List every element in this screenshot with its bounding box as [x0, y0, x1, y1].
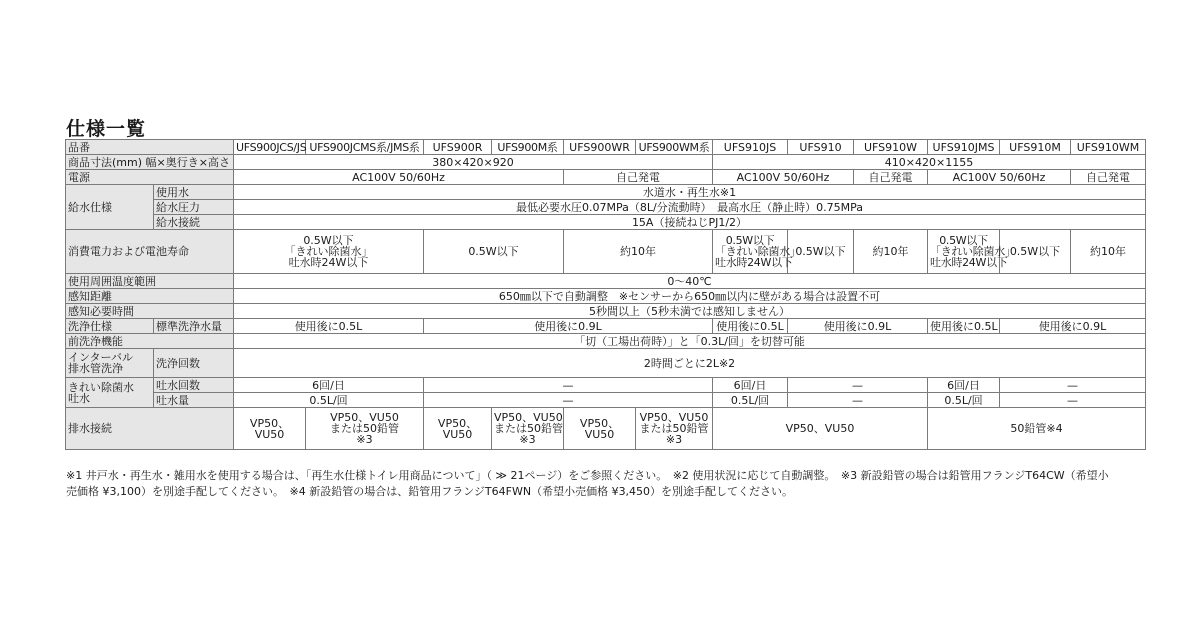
table-row	[66, 289, 1146, 304]
value-cell: AC100V 50/60Hz	[713, 170, 854, 185]
line: インターバル	[68, 351, 134, 364]
table-row	[66, 170, 1146, 185]
row-sublabel: 洗浄回数	[154, 349, 234, 378]
value-cell: 0.5L/回	[928, 393, 1000, 408]
value-cell	[306, 408, 424, 450]
table-row	[66, 408, 1146, 450]
row-label	[66, 378, 154, 408]
value-cell: 使用後に0.9L	[424, 319, 713, 334]
value-cell	[492, 408, 564, 450]
value-cell: 0.5W以下	[1000, 230, 1071, 274]
row-sublabel: 給水接続	[154, 215, 234, 230]
table-row	[66, 334, 1146, 349]
value-cell	[713, 230, 801, 274]
line: 0.5W以下	[939, 234, 988, 247]
value-cell: 水道水・再生水※1	[234, 185, 1146, 200]
value-cell: 自己発電	[854, 170, 928, 185]
spec-table	[65, 139, 1146, 450]
value-cell: —	[1000, 393, 1146, 408]
model-cell: UFS900JCMS系/JMS系	[306, 140, 424, 155]
value-cell: AC100V 50/60Hz	[234, 170, 564, 185]
value-cell: 50鉛管※4	[928, 408, 1146, 450]
value-cell: 使用後に0.5L	[234, 319, 424, 334]
line: VU50	[442, 427, 473, 441]
value-cell: 0.5L/回	[713, 393, 788, 408]
value-cell: 0～40℃	[234, 274, 1146, 289]
row-label: 電源	[66, 170, 234, 185]
row-sublabel: 標準洗浄水量	[154, 319, 234, 334]
value-cell: —	[424, 393, 713, 408]
row-sublabel: 使用水	[154, 185, 234, 200]
value-cell: 6回/日	[928, 378, 1000, 393]
row-label: 前洗浄機能	[66, 334, 234, 349]
value-cell: 使用後に0.9L	[788, 319, 928, 334]
value-cell: 0.5W以下	[788, 230, 854, 274]
value-cell: 使用後に0.5L	[928, 319, 1000, 334]
value-cell: 使用後に0.5L	[713, 319, 788, 334]
value-cell: 使用後に0.9L	[1000, 319, 1146, 334]
line: 排水管洗浄	[68, 362, 123, 375]
table-row	[66, 230, 1146, 274]
table-row	[66, 304, 1146, 319]
footnotes	[66, 468, 1141, 500]
model-cell: UFS900JCS/JS	[234, 140, 306, 155]
value-cell: —	[1000, 378, 1146, 393]
value-cell	[636, 408, 713, 450]
row-sublabel: 吐水量	[154, 393, 234, 408]
line: 吐水時24W以下	[930, 256, 1008, 269]
value-cell: 650㎜以下で自動調整 ※センサーから650㎜以内に壁がある場合は設置不可	[234, 289, 1146, 304]
model-cell: UFS900M系	[492, 140, 564, 155]
value-cell: 5秒間以上（5秒未満では感知しません）	[234, 304, 1146, 319]
value-cell: 410×420×1155	[713, 155, 1146, 170]
value-cell: 15A（接続ねじPJ1/2）	[234, 215, 1146, 230]
footnote-line: 売価格 ¥3,100）を別途手配してください。 ※4 新設鉛管の場合は、鉛管用フランジT64FWN（希望小売価格 ¥3,450）を別途手配してください。	[66, 485, 794, 498]
model-cell: UFS900WM系	[636, 140, 713, 155]
table-row	[66, 319, 1146, 334]
row-label: 感知距離	[66, 289, 234, 304]
value-cell: 最低必要水圧0.07MPa（8L/分流動時） 最高水圧（静止時）0.75MPa	[234, 200, 1146, 215]
value-cell	[234, 230, 424, 274]
table-row	[66, 140, 1146, 155]
line: VU50	[584, 427, 615, 441]
model-cell: UFS900R	[424, 140, 492, 155]
model-cell: UFS910JS	[713, 140, 788, 155]
model-cell: UFS910WM	[1071, 140, 1146, 155]
table-row	[66, 185, 1146, 200]
value-cell: 約10年	[1071, 230, 1146, 274]
value-cell	[928, 230, 1016, 274]
value-cell: —	[424, 378, 713, 393]
row-label: 商品寸法(mm) 幅×奥行き×高さ	[66, 155, 234, 170]
table-row	[66, 378, 1146, 393]
model-cell: UFS910W	[854, 140, 928, 155]
line: ※3	[356, 433, 373, 446]
table-row	[66, 200, 1146, 215]
value-cell: 「切（工場出荷時）」と「0.3L/回」を切替可能	[234, 334, 1146, 349]
value-cell: —	[788, 393, 928, 408]
model-cell: UFS910JMS	[928, 140, 1000, 155]
line: または50鉛管	[639, 422, 709, 435]
row-label: 品番	[66, 140, 234, 155]
line: または50鉛管	[494, 422, 563, 435]
row-label: 排水接続	[66, 408, 234, 450]
value-cell	[564, 408, 636, 450]
row-sublabel: 吐水回数	[154, 378, 234, 393]
table-row	[66, 274, 1146, 289]
line: 吐水時24W以下	[715, 256, 793, 269]
table-row	[66, 215, 1146, 230]
value-cell	[424, 408, 492, 450]
value-cell: 約10年	[564, 230, 713, 274]
value-cell: AC100V 50/60Hz	[928, 170, 1071, 185]
value-cell: 約10年	[854, 230, 928, 274]
value-cell: 0.5W以下	[424, 230, 564, 274]
line: VU50	[254, 427, 285, 441]
row-label	[66, 349, 154, 378]
table-row	[66, 349, 1146, 378]
value-cell: 6回/日	[234, 378, 424, 393]
line: 0.5W以下	[303, 234, 354, 247]
line: 吐水	[68, 391, 90, 405]
model-cell: UFS910	[788, 140, 854, 155]
value-cell: 自己発電	[1071, 170, 1146, 185]
value-cell: —	[788, 378, 928, 393]
value-cell	[234, 408, 306, 450]
line: VP50、	[579, 416, 620, 430]
line: ※3	[665, 433, 683, 446]
table-row	[66, 393, 1146, 408]
line: VP50、VU50	[639, 411, 709, 424]
page-title: 仕様一覧	[66, 118, 147, 140]
table-row	[66, 155, 1146, 170]
line: VP50、	[437, 416, 478, 430]
line: 0.5W以下	[725, 234, 775, 247]
value-cell: VP50、VU50	[713, 408, 928, 450]
line: 「きれい除菌水」	[715, 245, 801, 258]
model-cell: UFS900WR	[564, 140, 636, 155]
line: 「きれい除菌水」	[284, 245, 373, 258]
value-cell: 2時間ごとに2L※2	[234, 349, 1146, 378]
value-cell: 自己発電	[564, 170, 713, 185]
line: ※3	[519, 433, 536, 446]
line: 「きれい除菌水」	[930, 245, 1016, 258]
value-cell: 0.5L/回	[234, 393, 424, 408]
line: VP50、VU50	[330, 411, 399, 424]
row-label: 消費電力および電池寿命	[66, 230, 234, 274]
line: VP50、VU50	[494, 411, 563, 424]
line: 吐水時24W以下	[288, 256, 369, 269]
row-label: 使用周囲温度範囲	[66, 274, 234, 289]
model-cell: UFS910M	[1000, 140, 1071, 155]
row-label: 洗浄仕様	[66, 319, 154, 334]
row-label: 給水仕様	[66, 185, 154, 230]
row-label: 感知必要時間	[66, 304, 234, 319]
value-cell: 380×420×920	[234, 155, 713, 170]
line: きれい除菌水	[68, 380, 134, 394]
row-sublabel: 給水圧力	[154, 200, 234, 215]
footnote-line: ※1 井戸水・再生水・雑用水を使用する場合は、「再生水仕様トイレ用商品について」（ ≫ 21ページ）をご参照ください。 ※2 使用状況に応じて自動調整。 ※3 新設鉛管の場合は鉛管用フランジT64CW（希望小	[66, 469, 1109, 482]
line: VP50、	[249, 416, 290, 430]
value-cell: 6回/日	[713, 378, 788, 393]
line: または50鉛管	[330, 422, 399, 435]
